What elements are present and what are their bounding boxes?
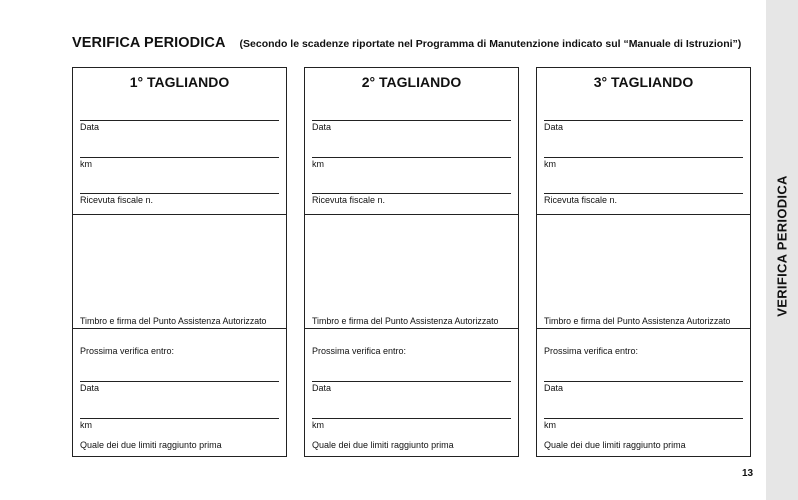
service-card-2 bbox=[304, 67, 519, 457]
limit-label: Quale dei due limiti raggiunto prima bbox=[544, 440, 686, 450]
date-field[interactable]: Data bbox=[80, 120, 279, 135]
limit-label: Quale dei due limiti raggiunto prima bbox=[80, 440, 222, 450]
next-check-label: Prossima verifica entro: bbox=[544, 346, 639, 356]
next-check-label: Prossima verifica entro: bbox=[312, 346, 407, 356]
limit-label: Quale dei due limiti raggiunto prima bbox=[312, 440, 454, 450]
receipt-field[interactable]: Ricevuta fiscale n. bbox=[312, 193, 511, 208]
stamp-label: Timbro e firma del Punto Assistenza Autorizzato bbox=[80, 316, 267, 326]
next-km-field[interactable]: km bbox=[544, 418, 743, 433]
stamp-label: Timbro e firma del Punto Assistenza Autorizzato bbox=[544, 316, 731, 326]
km-field[interactable]: km bbox=[312, 157, 511, 172]
next-km-field[interactable]: km bbox=[312, 418, 511, 433]
side-tab-label: VERIFICA PERIODICA bbox=[774, 175, 790, 317]
section-divider bbox=[305, 214, 518, 215]
page-subtitle: (Secondo le scadenze riportate nel Programma di Manutenzione indicato sul “Manuale di Istruzioni”) bbox=[239, 38, 742, 50]
next-date-field[interactable]: Data bbox=[544, 381, 743, 396]
km-field[interactable]: km bbox=[80, 157, 279, 172]
page-title: VERIFICA PERIODICA bbox=[72, 35, 226, 51]
next-date-field[interactable]: Data bbox=[80, 381, 279, 396]
next-date-field[interactable]: Data bbox=[312, 381, 511, 396]
date-field[interactable]: Data bbox=[544, 120, 743, 135]
stamp-label: Timbro e firma del Punto Assistenza Autorizzato bbox=[312, 316, 499, 326]
card-title: 2° TAGLIANDO bbox=[361, 74, 462, 90]
page-header bbox=[72, 35, 762, 51]
section-divider bbox=[537, 214, 750, 215]
card-title: 1° TAGLIANDO bbox=[129, 74, 230, 90]
section-divider bbox=[537, 328, 750, 329]
next-check-label: Prossima verifica entro: bbox=[80, 346, 175, 356]
section-divider bbox=[73, 328, 286, 329]
service-card-3 bbox=[536, 67, 751, 457]
side-tab bbox=[766, 0, 798, 500]
receipt-field[interactable]: Ricevuta fiscale n. bbox=[80, 193, 279, 208]
receipt-field[interactable]: Ricevuta fiscale n. bbox=[544, 193, 743, 208]
date-field[interactable]: Data bbox=[312, 120, 511, 135]
km-field[interactable]: km bbox=[544, 157, 743, 172]
service-card-1 bbox=[72, 67, 287, 457]
section-divider bbox=[73, 214, 286, 215]
page-number: 13 bbox=[742, 468, 754, 479]
section-divider bbox=[305, 328, 518, 329]
next-km-field[interactable]: km bbox=[80, 418, 279, 433]
card-title: 3° TAGLIANDO bbox=[593, 74, 694, 90]
